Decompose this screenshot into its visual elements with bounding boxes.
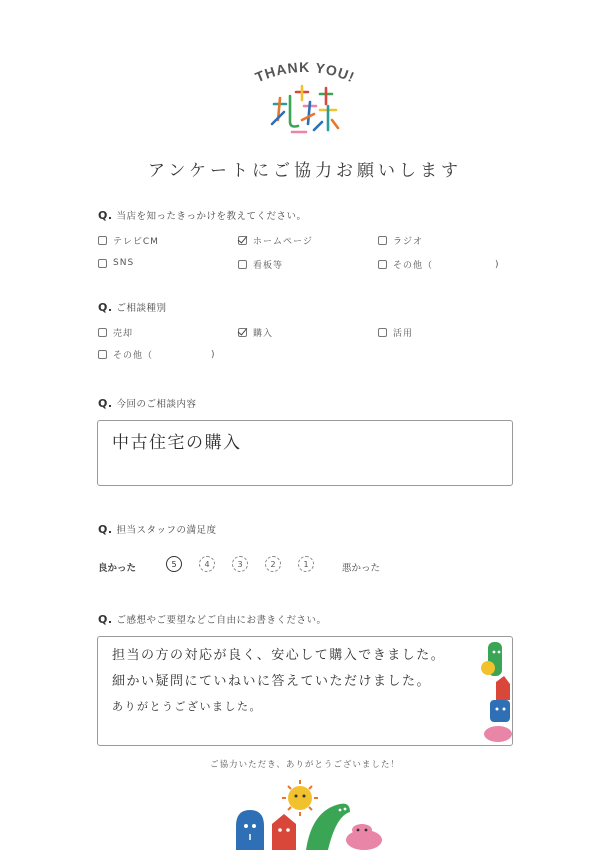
question-5-text: ご感想やご要望などご自由にお書きください。	[116, 615, 327, 626]
rating-3[interactable]: 3	[232, 556, 248, 572]
page-title: アンケートにご協力お願いします	[148, 161, 462, 181]
q2-option-buy[interactable]: 購入	[238, 326, 273, 339]
q1-option-other[interactable]: その他（ )	[378, 258, 500, 271]
question-4-text: 担当スタッフの満足度	[116, 525, 217, 536]
q2-option-other[interactable]: その他（ )	[98, 348, 216, 361]
checkbox[interactable]	[98, 350, 107, 359]
question-mark: Q.	[98, 523, 113, 536]
comment-line-1: 担当の方の対応が良く、安心して購入できました。	[112, 648, 446, 663]
question-mark: Q.	[98, 301, 113, 314]
question-3-text: 今回のご相談内容	[116, 399, 197, 410]
checkbox[interactable]	[98, 259, 107, 268]
question-mark: Q.	[98, 397, 113, 410]
checkbox[interactable]	[378, 260, 387, 269]
scale-left-label: 良かった	[98, 563, 137, 574]
checkbox-checked[interactable]	[238, 236, 247, 245]
pink-mascot	[346, 824, 382, 850]
question-mark: Q.	[98, 209, 113, 222]
question-1-text: 当店を知ったきっかけを教えてください。	[116, 211, 307, 222]
question-2-text: ご相談種別	[116, 303, 167, 314]
comment-line-3: ありがとうございました。	[112, 700, 262, 713]
consultation-answer: 中古住宅の購入	[112, 433, 242, 453]
footer-thanks: ご協力いただき、ありがとうございました！	[210, 760, 400, 770]
blue-mascot	[236, 810, 264, 850]
checkbox[interactable]	[378, 328, 387, 337]
mascot-group-illustration	[232, 780, 384, 852]
green-mascot	[306, 804, 350, 850]
sun-mascot	[282, 780, 318, 816]
rating-2[interactable]: 2	[265, 556, 281, 572]
mascot-stack-illustration	[474, 638, 512, 744]
checkbox-checked[interactable]	[238, 328, 247, 337]
question-5	[98, 612, 327, 626]
q1-option-tv[interactable]: テレビCM	[98, 234, 159, 247]
scale-right-label: 悪かった	[342, 563, 381, 574]
q2-option-sell[interactable]: 売却	[98, 326, 133, 339]
checkbox[interactable]	[378, 236, 387, 245]
q1-option-radio[interactable]: ラジオ	[378, 234, 423, 247]
question-1	[98, 208, 307, 222]
checkbox[interactable]	[98, 328, 107, 337]
question-mark: Q.	[98, 613, 113, 626]
red-mascot	[272, 814, 296, 850]
question-2	[98, 300, 167, 314]
rating-1[interactable]: 1	[298, 556, 314, 572]
question-3	[98, 396, 197, 410]
comment-line-2: 細かい疑問にていねいに答えていただけました。	[112, 674, 432, 689]
rating-4[interactable]: 4	[199, 556, 215, 572]
q1-option-signboard[interactable]: 看板等	[238, 258, 283, 271]
q1-option-sns[interactable]: SNS	[98, 258, 134, 268]
checkbox[interactable]	[238, 260, 247, 269]
q2-option-use[interactable]: 活用	[378, 326, 413, 339]
q1-option-homepage[interactable]: ホームページ	[238, 234, 313, 247]
svg-text:THANK YOU!: THANK YOU!	[252, 58, 358, 86]
question-4	[98, 522, 217, 536]
checkbox[interactable]	[98, 236, 107, 245]
logo-mark	[268, 84, 342, 140]
rating-5[interactable]: 5	[166, 556, 182, 572]
